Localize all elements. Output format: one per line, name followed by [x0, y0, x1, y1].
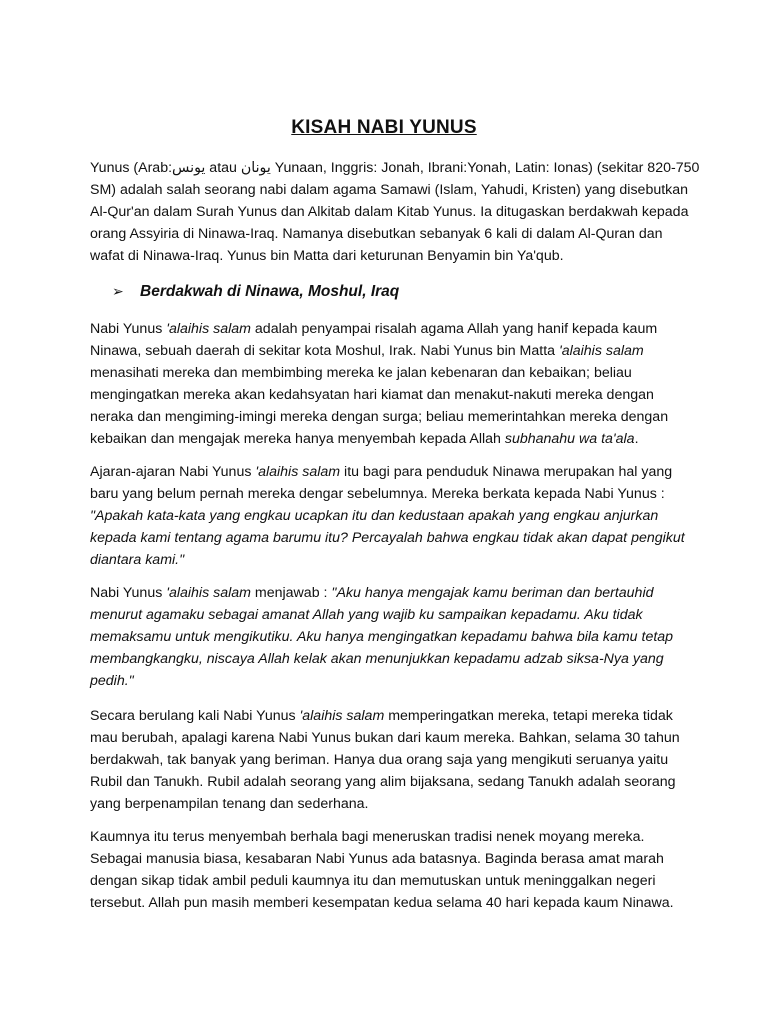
- arabic-word-yunaan: يونان: [240, 160, 271, 176]
- p1-line-2: Ninawa, sebuah daerah di sekitar kota Moshul, Irak. Nabi Yunus bin Matta 'alaihis salam: [90, 343, 644, 359]
- p2-line-2: baru yang belum pernah mereka dengar sebelumnya. Mereka berkata kepada Nabi Yunus :: [90, 486, 665, 502]
- paragraph-5: [90, 826, 680, 914]
- p3-line-2: menurut agamaku sebagai amanat Allah yang wajib ku sampaikan kepadamu. Aku tidak: [90, 607, 643, 623]
- paragraph-4: [90, 705, 680, 815]
- p4-line-4: Rubil dan Tanukh. Rubil adalah seorang yang alim bijaksana, sedang Tanukh adalah seorang: [90, 774, 676, 790]
- section-heading: [112, 283, 399, 301]
- p1-line-1: Nabi Yunus 'alaihis salam adalah penyampai risalah agama Allah yang hanif kepada kaum: [90, 321, 658, 337]
- p4-line-2: mau berubah, apalagi karena Nabi Yunus bukan dari kaum mereka. Bahkan, selama 30 tahun: [90, 730, 680, 746]
- intro-line-3: Al-Qur'an dalam Surah Yunus dan Alkitab dalam Kitab Yunus. Ia ditugaskan berdakwah kepada: [90, 204, 689, 220]
- p2-line-4: kepada kami tentang agama barumu itu? Percayalah bahwa engkau tidak akan dapat pengikut: [90, 530, 685, 546]
- intro-line-4: orang Assyiria di Ninawa-Iraq. Namanya disebutkan sebanyak 6 kali di dalam Al-Quran dan: [90, 226, 663, 242]
- p4-line-5: yang berpenampilan tenang dan sederhana.: [90, 796, 369, 812]
- p1-line-5: neraka dan mengiming-imingi mereka dengan surga; beliau memerintahkan mereka dengan: [90, 409, 669, 425]
- intro-line-2: SM) adalah salah seorang nabi dalam agama Samawi (Islam, Yahudi, Kristen) yang disebutkan: [90, 182, 689, 198]
- arrow-bullet-icon: ➢: [112, 283, 124, 299]
- p1-line-4: mengingatkan mereka akan kedahsyatan hari kiamat dan menakut-nakuti mereka dengan: [90, 387, 654, 403]
- p3-line-1: Nabi Yunus 'alaihis salam menjawab : "Aku hanya mengajak kamu beriman dan bertauhid: [90, 585, 654, 601]
- p3-line-3: memaksamu untuk mengikutiku. Aku hanya mengingatkan kepadamu bahwa bila kamu tetap: [90, 629, 674, 645]
- p1-line-3: menasihati mereka dan membimbing mereka ke jalan kebenaran dan kebaikan; beliau: [90, 365, 632, 381]
- intro-line-1: Yunus (Arab:يونس atau يونان Yunaan, Inggris: Jonah, Ibrani:Yonah, Latin: Ionas) (sekitar 820-750: [90, 160, 700, 176]
- p5-line-4: tersebut. Allah pun masih memberi kesempatan kedua selama 40 hari kepada kaum Ninawa.: [90, 895, 674, 911]
- p4-line-3: berdakwah, tak banyak yang beriman. Hanya dua orang saja yang mengikuti seruanya yaitu: [90, 752, 669, 768]
- intro-paragraph: [90, 157, 700, 267]
- p2-line-1: Ajaran-ajaran Nabi Yunus 'alaihis salam itu bagi para penduduk Ninawa merupakan hal yang: [90, 464, 673, 480]
- arabic-word-yunus: يونس: [172, 160, 206, 176]
- p3-line-4: membangkangku, niscaya Allah kelak akan menunjukkan kepadamu adzab siksa-Nya yang: [90, 651, 664, 667]
- intro-line-5: wafat di Ninawa-Iraq. Yunus bin Matta dari keturunan Benyamin bin Ya'qub.: [90, 248, 564, 264]
- p5-line-2: Sebagai manusia biasa, kesabaran Nabi Yunus ada batasnya. Baginda berasa amat marah: [90, 851, 664, 867]
- p2-line-5: diantara kami.": [90, 552, 185, 568]
- paragraph-2: [90, 461, 685, 571]
- p2-line-3: "Apakah kata-kata yang engkau ucapkan itu dan kedustaan apakah yang engkau anjurkan: [90, 508, 659, 524]
- p5-line-1: Kaumnya itu terus menyembah berhala bagi meneruskan tradisi nenek moyang mereka.: [90, 829, 645, 845]
- paragraph-3: [90, 582, 680, 692]
- p4-line-1: Secara berulang kali Nabi Yunus 'alaihis salam memperingatkan mereka, tetapi mereka tidak: [90, 708, 673, 724]
- p1-line-6: kebaikan dan mengajak mereka hanya menyembah kepada Allah subhanahu wa ta'ala.: [90, 431, 639, 447]
- section-heading-text: Berdakwah di Ninawa, Moshul, Iraq: [140, 283, 400, 300]
- p5-line-3: dengan sikap tidak ambil peduli kaumnya itu dan memutuskan untuk meninggalkan negeri: [90, 873, 656, 889]
- paragraph-1: [90, 318, 680, 450]
- p3-line-5: pedih.": [90, 673, 134, 689]
- page-title: KISAH NABI YUNUS: [291, 117, 477, 138]
